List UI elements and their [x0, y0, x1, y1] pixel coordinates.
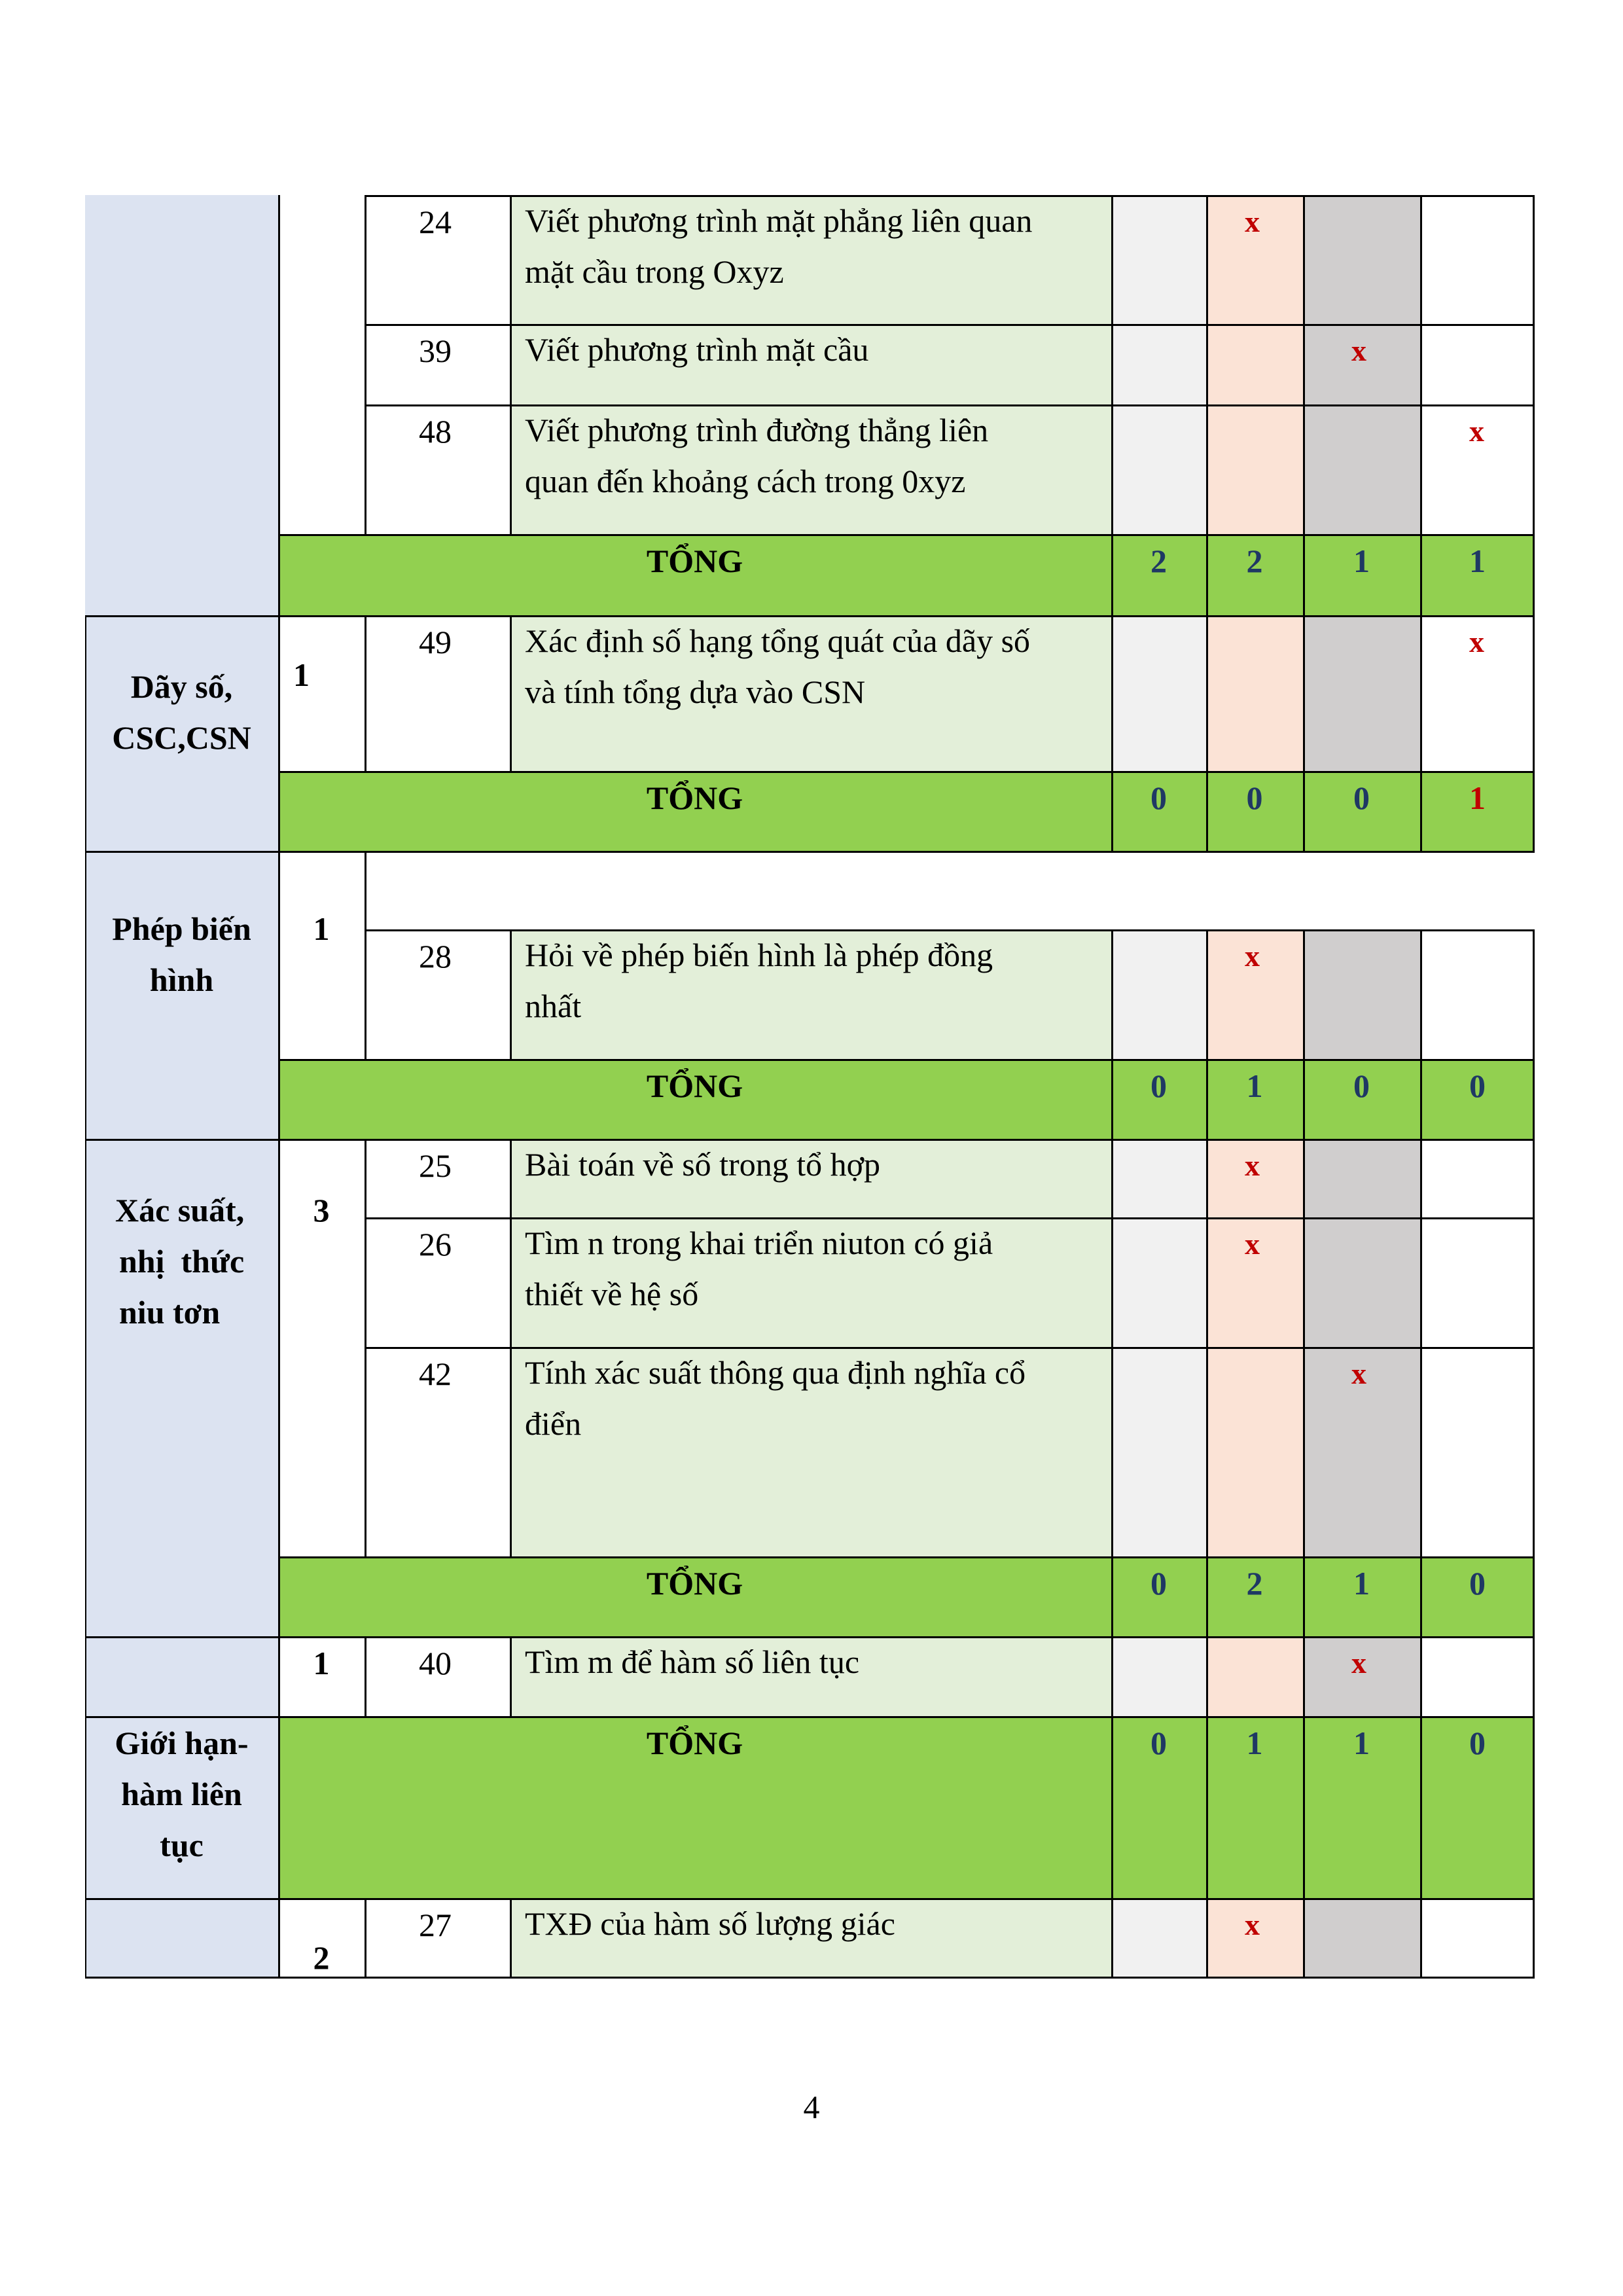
question-desc-line: quan đến khoảng cách trong 0xyz: [525, 463, 966, 499]
total-value: 1: [1246, 1725, 1263, 1761]
question-desc-line: Tìm n trong khai triển niuton có giả: [525, 1225, 993, 1261]
topic-cell-luonggiac: [85, 1898, 278, 1977]
total-value: 0: [1150, 1725, 1167, 1761]
level-mark: x: [1245, 205, 1260, 238]
vline: [510, 615, 512, 771]
question-desc-line: mặt cầu trong Oxyz: [525, 253, 784, 290]
topic-count: 2: [313, 1939, 330, 1976]
level-mark: x: [1245, 939, 1260, 973]
total-value: 1: [1469, 543, 1486, 579]
question-desc-line: Viết phương trình đường thẳng liên: [525, 412, 989, 448]
vline: [510, 1636, 512, 1716]
total-label: TỔNG: [646, 780, 743, 816]
level-mark: x: [1469, 414, 1484, 448]
total-label: TỔNG: [646, 1067, 743, 1104]
level-mark: x: [1351, 334, 1366, 367]
question-desc-line: Tìm m để hàm số liên tục: [525, 1643, 860, 1680]
lvl3-bg-c: [1303, 929, 1420, 1059]
page-number: 4: [803, 2089, 820, 2125]
total-value: 1: [1353, 543, 1370, 579]
vline: [1206, 195, 1208, 853]
question-desc-line: Viết phương trình mặt phẳng liên quan: [525, 202, 1033, 239]
vline: [1420, 195, 1422, 853]
level-mark: x: [1245, 1908, 1260, 1941]
question-number: 40: [419, 1645, 452, 1681]
topic-count: 1: [313, 910, 330, 947]
topic-name-line: niu tơn: [119, 1294, 221, 1331]
vline: [1111, 195, 1113, 853]
lvl3-bg-f: [1303, 1898, 1420, 1977]
topic-cell-oxyz: [85, 195, 278, 615]
topic-name-line: Phép biến: [112, 910, 251, 947]
question-desc-line: Bài toán về số trong tổ hợp: [525, 1146, 881, 1183]
topic-name-line: hàm liên: [121, 1776, 242, 1812]
hline: [85, 851, 1535, 853]
total-value: 0: [1353, 1067, 1370, 1104]
total-value: 1: [1246, 1067, 1263, 1104]
total-value: 2: [1150, 543, 1167, 579]
question-number: 49: [419, 624, 452, 660]
total-value: 0: [1469, 1067, 1486, 1104]
vline: [365, 1636, 366, 1716]
topic-name-line: Giới hạn-: [115, 1725, 249, 1761]
question-desc-line: Xác định số hạng tổng quát của dãy số: [525, 622, 1031, 659]
total-label: TỔNG: [646, 543, 743, 579]
lvl2-bg-e: [1206, 1636, 1303, 1716]
topic-name-line: nhị thức: [119, 1243, 245, 1280]
question-number: 28: [419, 938, 452, 975]
topic-name-line: Dãy số,: [130, 668, 233, 705]
topic-name-line: CSC,CSN: [112, 719, 251, 756]
question-desc-line: Tính xác suất thông qua định nghĩa cổ: [525, 1354, 1026, 1391]
total-value: 0: [1246, 780, 1263, 816]
total-value: 0: [1150, 780, 1167, 816]
lvl1-bg-f: [1111, 1898, 1206, 1977]
total-value: 0: [1353, 780, 1370, 816]
vline: [510, 1139, 512, 1556]
lvl1-bg-a: [1111, 195, 1206, 534]
total-value: 1: [1353, 1725, 1370, 1761]
question-desc-line: thiết về hệ số: [525, 1276, 699, 1312]
question-desc-line: Hỏi về phép biến hình là phép đồng: [525, 937, 993, 973]
total-label: TỔNG: [646, 1565, 743, 1602]
level-mark: x: [1351, 1357, 1366, 1390]
total-value: 2: [1246, 543, 1263, 579]
lvl1-bg-b: [1111, 615, 1206, 771]
question-desc-line: TXĐ của hàm số lượng giác: [525, 1905, 895, 1942]
vline: [365, 851, 366, 1059]
question-desc-line: Viết phương trình mặt cầu: [525, 331, 869, 368]
topic-count: 1: [293, 656, 310, 693]
question-number: 25: [419, 1147, 452, 1184]
level-mark: x: [1469, 625, 1484, 658]
question-desc-line: nhất: [525, 988, 582, 1024]
total-value: 1: [1469, 780, 1486, 816]
question-number: 26: [419, 1226, 452, 1263]
total-value: 1: [1353, 1565, 1370, 1602]
vline: [365, 1898, 366, 1978]
topic-name-line: Xác suất,: [115, 1192, 245, 1229]
total-value: 0: [1150, 1067, 1167, 1104]
topic-name-line: tục: [160, 1827, 204, 1863]
topic-count: 3: [313, 1192, 330, 1229]
question-number: 42: [419, 1355, 452, 1392]
total-value: 0: [1150, 1565, 1167, 1602]
lvl1-bg-e: [1111, 1636, 1206, 1716]
question-number: 24: [419, 204, 452, 240]
vline: [510, 1898, 512, 1978]
total-value: 0: [1469, 1565, 1486, 1602]
question-number: 39: [419, 332, 452, 369]
vline: [365, 1139, 366, 1556]
question-desc-line: và tính tổng dựa vào CSN: [525, 673, 866, 710]
level-mark: x: [1351, 1646, 1366, 1679]
question-desc-line: điển: [525, 1405, 582, 1442]
level-mark: x: [1245, 1227, 1260, 1261]
topic-name-line: hình: [149, 961, 214, 998]
total-value: 2: [1246, 1565, 1263, 1602]
level-mark: x: [1245, 1149, 1260, 1182]
vline: [1533, 195, 1535, 853]
question-number: 48: [419, 413, 452, 450]
vline: [365, 195, 366, 534]
lvl3-bg-b: [1303, 615, 1420, 771]
total-value: 0: [1469, 1725, 1486, 1761]
vline: [510, 195, 512, 534]
question-number: 27: [419, 1907, 452, 1943]
lvl1-bg-c: [1111, 929, 1206, 1059]
vline: [365, 615, 366, 771]
lvl2-bg-b: [1206, 615, 1303, 771]
vline: [510, 929, 512, 1059]
topic-count: 1: [313, 1645, 330, 1681]
total-label: TỔNG: [646, 1725, 743, 1761]
vline: [1303, 195, 1305, 853]
